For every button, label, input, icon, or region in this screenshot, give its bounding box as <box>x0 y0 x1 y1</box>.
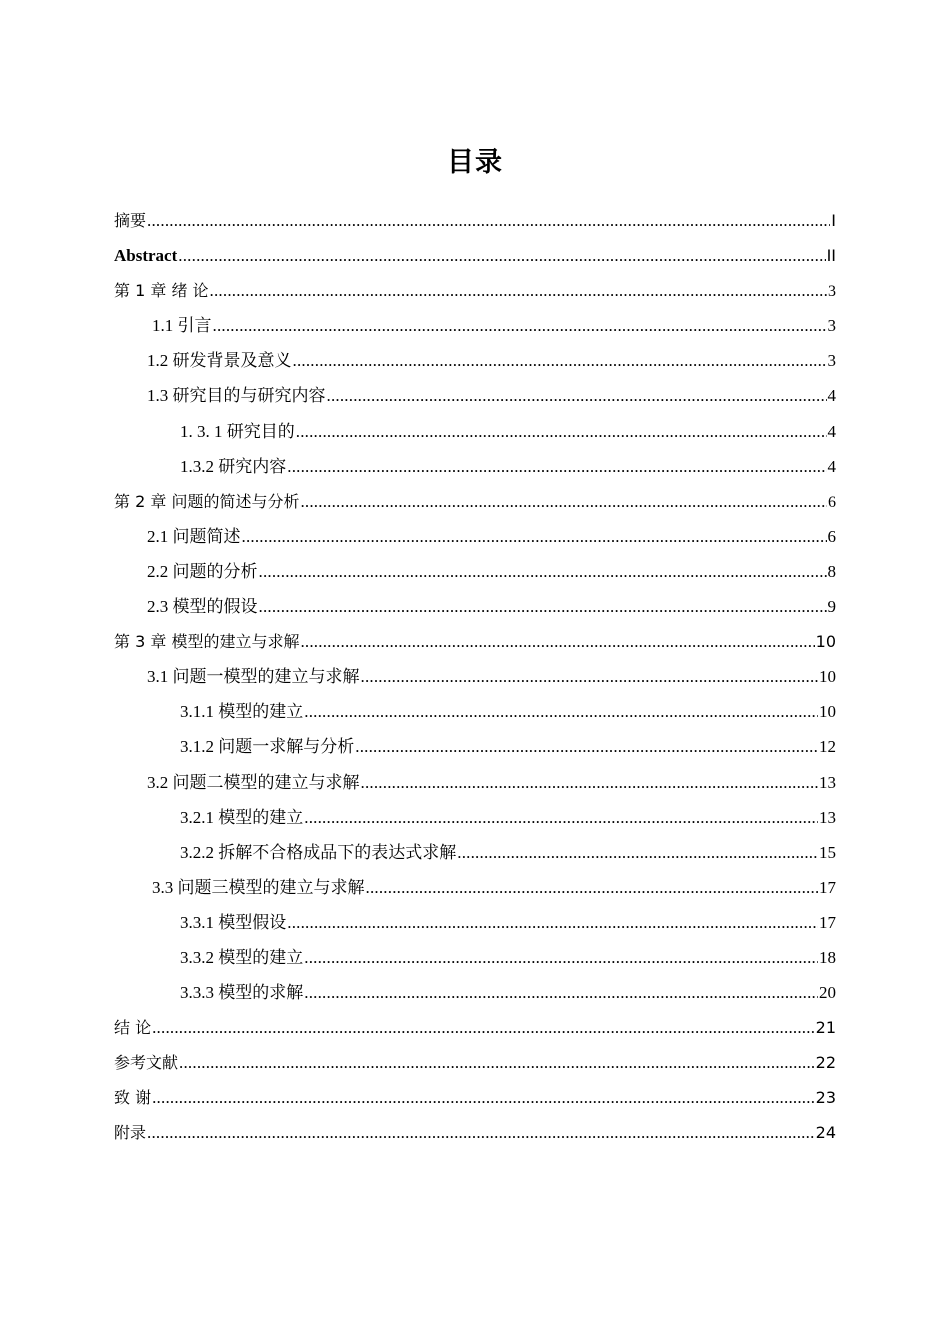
toc-page-number: 10 <box>815 632 836 652</box>
toc-page-number: 10 <box>819 667 836 687</box>
toc-leader <box>242 519 827 554</box>
toc-entry-label: 摘要 <box>114 211 147 230</box>
toc-entry-label: 参考文献 <box>114 1053 179 1073</box>
toc-entry-label: 1.3.2 研究内容 <box>180 456 287 476</box>
toc-leader <box>179 1045 815 1080</box>
toc-entry-conclusion[interactable] <box>114 1010 836 1045</box>
toc-entry-label: 3.2.2 拆解不合格成品下的表达式求解 <box>180 842 457 862</box>
toc-entry-1-3-1[interactable] <box>114 414 836 449</box>
toc-entry-label: 3.1 问题一模型的建立与求解 <box>147 667 360 687</box>
toc-page-number: 3 <box>828 283 836 301</box>
toc-leader <box>327 378 827 413</box>
toc-entry-label: 3.2.1 模型的建立 <box>180 807 304 827</box>
toc-leader <box>361 765 819 800</box>
toc-entry-label: 致 谢 <box>114 1088 152 1108</box>
toc-entry-label: 第 2 章 问题的简述与分析 <box>114 491 300 511</box>
toc-leader <box>259 589 827 624</box>
toc-entry-label: 3.3.3 模型的求解 <box>180 983 304 1003</box>
toc-leader <box>147 1115 815 1150</box>
toc-entry-acknowledgements[interactable] <box>114 1080 836 1115</box>
toc-entry-label: 2.2 问题的分析 <box>147 561 258 581</box>
toc-page-number: 17 <box>819 912 836 932</box>
toc-page-number: 13 <box>819 772 836 792</box>
toc-page-number: 15 <box>819 842 836 862</box>
toc-entry-3-2[interactable] <box>114 765 836 800</box>
toc-page-number: 24 <box>815 1123 836 1143</box>
toc-entry-label: 2.1 问题简述 <box>147 526 241 546</box>
toc-entry-label: Abstract <box>114 246 178 266</box>
toc-leader <box>366 870 819 905</box>
toc-leader <box>296 414 827 449</box>
toc-entry-label: 结 论 <box>114 1018 152 1038</box>
toc-entry-references[interactable] <box>114 1045 836 1080</box>
toc-entry-label: 1.1 引言 <box>152 316 212 336</box>
toc-entry-label: 2.3 模型的假设 <box>147 597 258 617</box>
toc-page-number: 4 <box>827 456 836 476</box>
toc-entry-3-2-1[interactable] <box>114 800 836 835</box>
toc-leader <box>355 729 818 764</box>
toc-entry-1-2[interactable] <box>114 343 836 378</box>
toc-page-number: I <box>831 211 836 230</box>
toc-entry-3-3[interactable] <box>114 870 836 905</box>
toc-entry-1-3[interactable] <box>114 378 836 413</box>
toc-leader <box>293 343 827 378</box>
toc-leader <box>300 624 814 659</box>
toc-entry-1-3-2[interactable] <box>114 449 836 484</box>
toc-entry-chapter-2[interactable] <box>114 484 836 519</box>
toc-leader <box>210 273 827 308</box>
toc-entry-label: 1. 3. 1 研究目的 <box>180 421 295 441</box>
toc-page-number: 3 <box>827 316 836 336</box>
toc-leader <box>147 203 830 238</box>
toc-entry-3-1[interactable] <box>114 659 836 694</box>
toc-leader <box>178 238 825 273</box>
toc-leader <box>213 308 827 343</box>
toc-leader <box>361 659 819 694</box>
toc-page-number: 8 <box>827 561 836 581</box>
toc-entry-1-1[interactable] <box>114 308 836 343</box>
toc-entry-appendix[interactable] <box>114 1115 836 1150</box>
toc-leader <box>457 835 818 870</box>
toc-leader <box>300 484 827 519</box>
table-of-contents <box>114 203 836 1151</box>
toc-entry-label: 1.2 研发背景及意义 <box>147 351 292 371</box>
toc-page-number: 17 <box>819 877 836 897</box>
toc-page-number: 3 <box>827 351 836 371</box>
toc-page-number: 6 <box>828 493 836 511</box>
toc-entry-label: 3.1.2 问题一求解与分析 <box>180 737 355 757</box>
toc-page-number: 9 <box>827 597 836 617</box>
toc-page-number: 10 <box>819 702 836 722</box>
toc-entry-label: 第 1 章 绪 论 <box>114 281 209 301</box>
toc-page-number: II <box>826 246 836 266</box>
toc-page-number: 4 <box>827 386 836 406</box>
toc-leader <box>287 449 826 484</box>
toc-entry-2-3[interactable] <box>114 589 836 624</box>
toc-entry-2-2[interactable] <box>114 554 836 589</box>
toc-page-number: 20 <box>819 983 836 1003</box>
toc-leader <box>259 554 827 589</box>
toc-page-number: 6 <box>827 526 836 546</box>
toc-page-number: 13 <box>819 807 836 827</box>
toc-entry-label: 3.1.1 模型的建立 <box>180 702 304 722</box>
toc-entry-chapter-3[interactable] <box>114 624 836 659</box>
toc-page-number: 21 <box>815 1018 836 1038</box>
toc-entry-label: 3.3.2 模型的建立 <box>180 947 304 967</box>
toc-leader <box>304 800 818 835</box>
toc-entry-label: 3.3 问题三模型的建立与求解 <box>152 877 365 897</box>
toc-entry-2-1[interactable] <box>114 519 836 554</box>
toc-leader <box>304 975 818 1010</box>
toc-entry-3-3-2[interactable] <box>114 940 836 975</box>
toc-page-number: 18 <box>819 947 836 967</box>
toc-page-number: 23 <box>815 1088 836 1108</box>
toc-entry-abstract-en[interactable] <box>114 238 836 273</box>
toc-entry-3-3-1[interactable] <box>114 905 836 940</box>
toc-page-number: 22 <box>815 1053 836 1073</box>
toc-entry-3-1-1[interactable] <box>114 694 836 729</box>
toc-leader <box>152 1080 815 1115</box>
toc-entry-3-1-2[interactable] <box>114 729 836 764</box>
toc-leader <box>304 940 818 975</box>
toc-leader <box>304 694 818 729</box>
toc-entry-label: 第 3 章 模型的建立与求解 <box>114 632 300 652</box>
toc-entry-label: 3.2 问题二模型的建立与求解 <box>147 772 360 792</box>
toc-entry-3-2-2[interactable] <box>114 835 836 870</box>
toc-entry-label: 3.3.1 模型假设 <box>180 912 287 932</box>
toc-page-number: 4 <box>827 421 836 441</box>
toc-page-number: 12 <box>819 737 836 757</box>
toc-entry-label: 附录 <box>114 1123 147 1143</box>
page-title: 目录 <box>447 147 503 178</box>
toc-entry-abstract-cn[interactable] <box>114 203 836 238</box>
toc-leader <box>287 905 818 940</box>
toc-entry-label: 1.3 研究目的与研究内容 <box>147 386 326 406</box>
toc-entry-3-3-3[interactable] <box>114 975 836 1010</box>
toc-entry-chapter-1[interactable] <box>114 273 836 308</box>
toc-leader <box>152 1010 815 1045</box>
